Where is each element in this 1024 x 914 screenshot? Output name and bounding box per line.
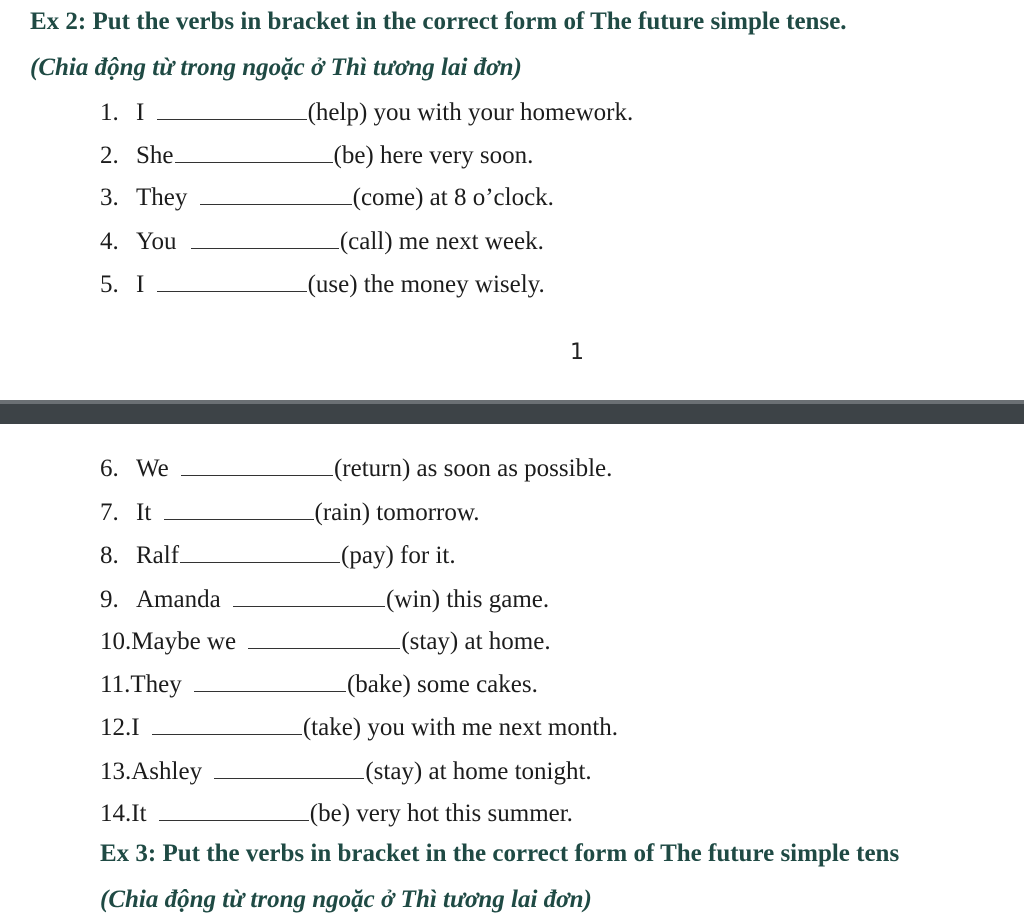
exercise-3-heading: Ex 3: Put the verbs in bracket in the correct form of The future simple tens [100,840,900,867]
item-verb-hint: (use) the money wisely. [307,271,545,298]
item-subject: It [136,499,152,526]
item-subject: She [136,142,174,169]
answer-blank[interactable] [157,271,307,292]
item-number: 7. [100,499,119,526]
item-verb-hint: (rain) tomorrow. [314,499,480,526]
item-verb-hint: (pay) for it. [341,542,456,569]
item-number: 9. [100,586,119,613]
exercise-item-9 [100,583,549,617]
item-number: 12. [100,714,132,741]
answer-blank[interactable] [191,228,339,249]
item-subject: Amanda [136,586,221,613]
answer-blank[interactable] [248,628,400,649]
item-verb-hint: (come) at 8 o’clock. [352,184,554,211]
document-page-1 [0,0,1024,400]
item-subject: You [136,228,177,255]
exercise-item-3 [100,181,554,215]
item-subject: I [136,99,145,126]
exercise-item-12 [100,711,618,745]
exercise-item-10 [100,625,551,659]
item-number: 3. [100,184,119,211]
item-verb-hint: (take) you with me next month. [302,714,619,741]
answer-blank[interactable] [200,184,352,205]
item-number: 8. [100,542,119,569]
item-number: 11. [100,671,131,698]
item-verb-hint: (be) very hot this summer. [309,800,573,827]
page-separator [0,400,1024,424]
item-number: 14. [100,800,132,827]
item-verb-hint: (stay) at home. [401,628,551,655]
answer-blank[interactable] [164,499,314,520]
exercise-item-2 [100,139,533,173]
exercise-2-subheading: (Chia động từ trong ngoặc ở Thì tương lai đơn) [30,54,522,81]
exercise-item-4 [100,225,544,259]
item-number: 5. [100,271,119,298]
answer-blank[interactable] [233,586,385,607]
item-subject: We [136,455,169,482]
item-verb-hint: (return) as soon as possible. [333,455,613,482]
item-subject: It [131,800,147,827]
item-number: 1. [100,99,119,126]
answer-blank[interactable] [152,714,302,735]
answer-blank[interactable] [157,99,307,120]
page-number: 1 [570,340,584,365]
exercise-item-6 [100,452,612,486]
answer-blank[interactable] [214,758,364,779]
item-subject: Maybe we [131,628,237,655]
item-verb-hint: (bake) some cakes. [346,671,538,698]
item-number: 13. [100,758,132,785]
item-subject: They [136,184,188,211]
exercise-item-5 [100,268,545,302]
item-verb-hint: (stay) at home tonight. [365,758,592,785]
document-page-2 [0,424,1024,913]
exercise-item-13 [100,755,592,789]
exercise-item-7 [100,496,480,530]
item-number: 4. [100,228,119,255]
item-number: 6. [100,455,119,482]
item-verb-hint: (win) this game. [385,586,550,613]
item-verb-hint: (call) me next week. [339,228,544,255]
item-subject: Ralf [136,542,180,569]
answer-blank[interactable] [180,542,340,563]
item-verb-hint: (be) here very soon. [333,142,534,169]
item-subject: They [130,671,182,698]
exercise-item-8 [100,539,456,573]
item-subject: Ashley [131,758,203,785]
exercise-item-11 [100,668,538,702]
exercise-item-1 [100,96,633,130]
item-subject: I [131,714,140,741]
item-subject: I [136,271,145,298]
item-number: 10. [100,628,132,655]
answer-blank[interactable] [175,142,333,163]
answer-blank[interactable] [194,671,346,692]
exercise-item-14 [100,797,573,831]
answer-blank[interactable] [159,800,309,821]
item-number: 2. [100,142,119,169]
answer-blank[interactable] [181,455,333,476]
exercise-2-heading: Ex 2: Put the verbs in bracket in the correct form of The future simple tense. [30,8,847,35]
exercise-3-subheading: (Chia động từ trong ngoặc ở Thì tương lai đơn) [100,886,592,913]
item-verb-hint: (help) you with your homework. [307,99,634,126]
